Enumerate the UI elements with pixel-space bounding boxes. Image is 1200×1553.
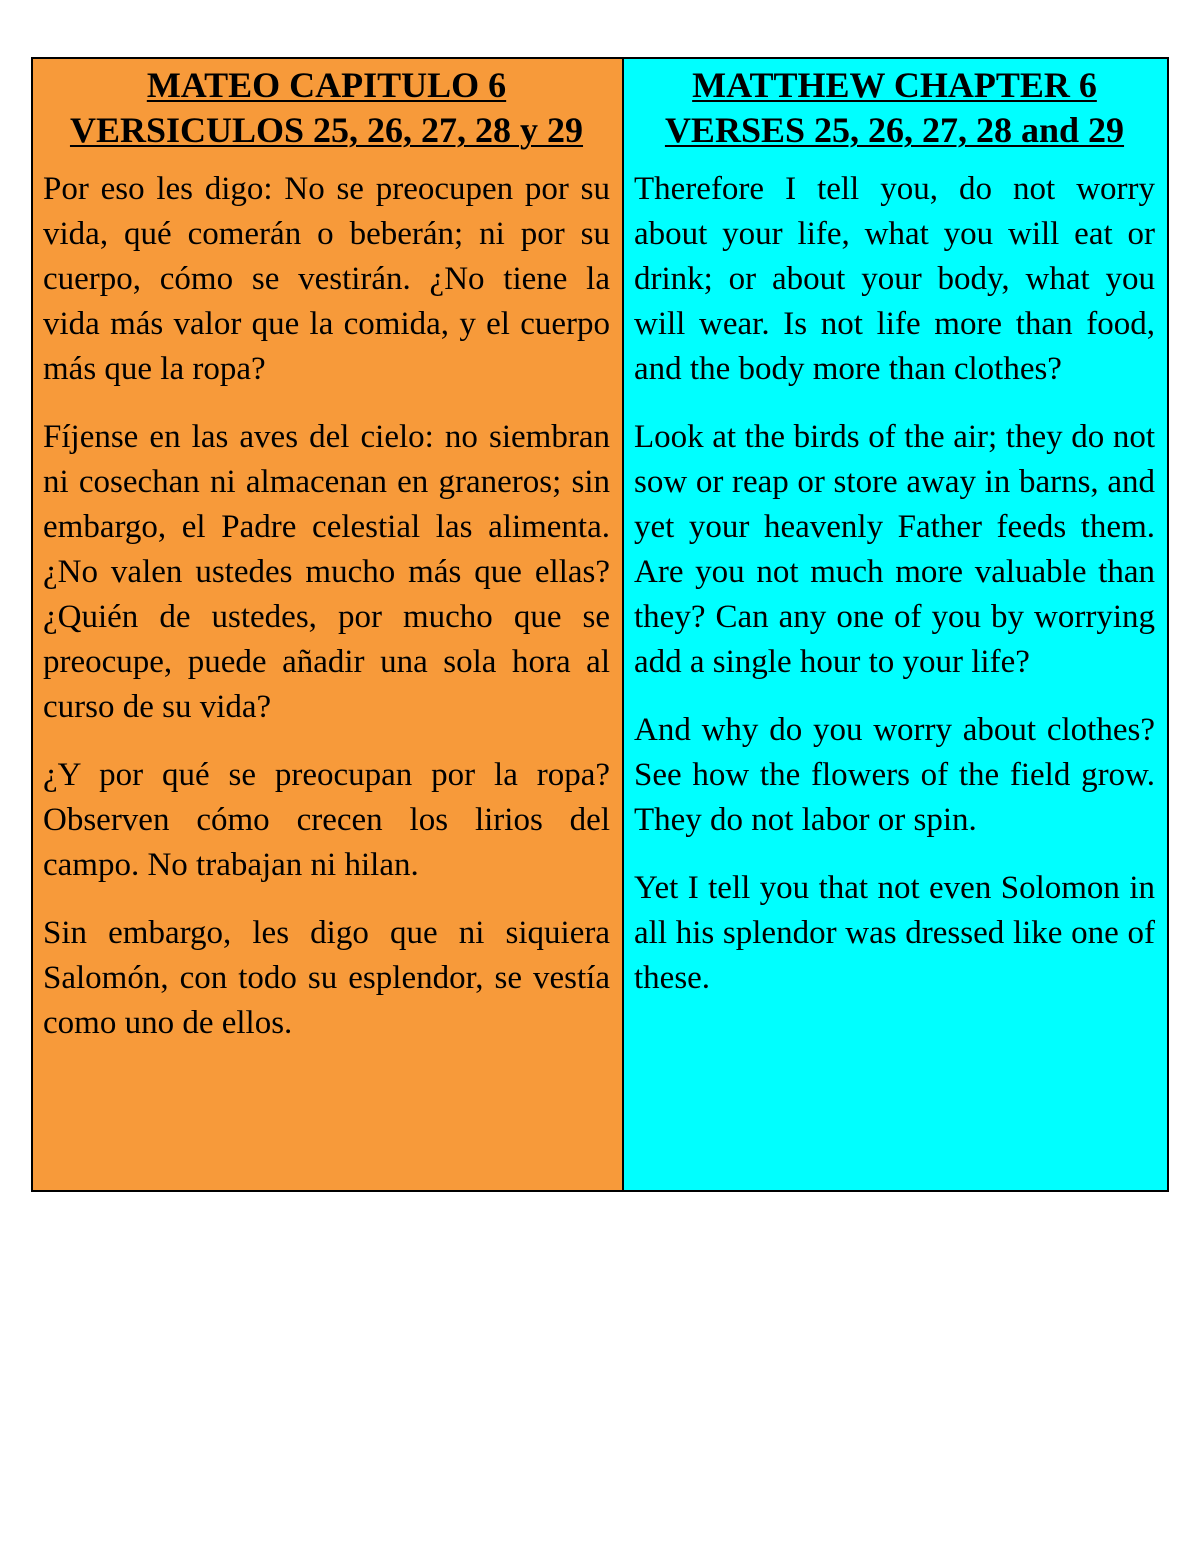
spanish-paragraph-verses-26-27: Fíjense en las aves del cielo: no siembran ni cosechan ni almacenan en graneros; sin embargo, el Padre celestial las alimenta. ¿No valen ustedes mucho más que ellas? ¿Quién de ustedes, por mucho que se preocupe, puede añadir una sola hora al curso de su vida? [43, 419, 610, 725]
english-paragraphs [634, 167, 1155, 1001]
english-paragraph-verses-26-27: Look at the birds of the air; they do not sow or reap or store away in barns, and yet your heavenly Father feeds them. Are you not much more valuable than they? Can any one of you by worrying add a single hour to your life? [634, 419, 1155, 680]
spanish-paragraphs [43, 167, 610, 1046]
english-paragraph-verse-25: Therefore I tell you, do not worry about your life, what you will eat or drink; or about your body, what you will wear. Is not life more than food, and the body more than clothes? [634, 171, 1155, 387]
english-paragraph-verse-28: And why do you worry about clothes? See how the flowers of the field grow. They do not labor or spin. [634, 712, 1155, 838]
english-heading-line2: VERSES 25, 26, 27, 28 and 29 [664, 110, 1125, 150]
bilingual-verse-table [31, 57, 1169, 1192]
spanish-paragraph-verse-25: Por eso les digo: No se preocupen por su vida, qué comerán o beberán; ni por su cuerpo, cómo se vestirán. ¿No tiene la vida más valor que la comida, y el cuerpo más que la ropa? [43, 171, 610, 387]
english-heading-line1: MATTHEW CHAPTER 6 [692, 65, 1097, 105]
spanish-column [33, 59, 624, 1190]
english-heading [634, 63, 1155, 153]
spanish-heading-line2: VERSICULOS 25, 26, 27, 28 y 29 [69, 110, 584, 150]
spanish-heading-line1: MATEO CAPITULO 6 [146, 65, 507, 105]
spanish-paragraph-verse-29: Sin embargo, les digo que ni siquiera Salomón, con todo su esplendor, se vestía como uno de ellos. [43, 915, 610, 1041]
spanish-heading [43, 63, 610, 153]
english-column [624, 59, 1167, 1190]
spanish-paragraph-verse-28: ¿Y por qué se preocupan por la ropa? Observen cómo crecen los lirios del campo. No trabajan ni hilan. [43, 757, 610, 883]
english-paragraph-verse-29: Yet I tell you that not even Solomon in all his splendor was dressed like one of these. [634, 870, 1155, 996]
